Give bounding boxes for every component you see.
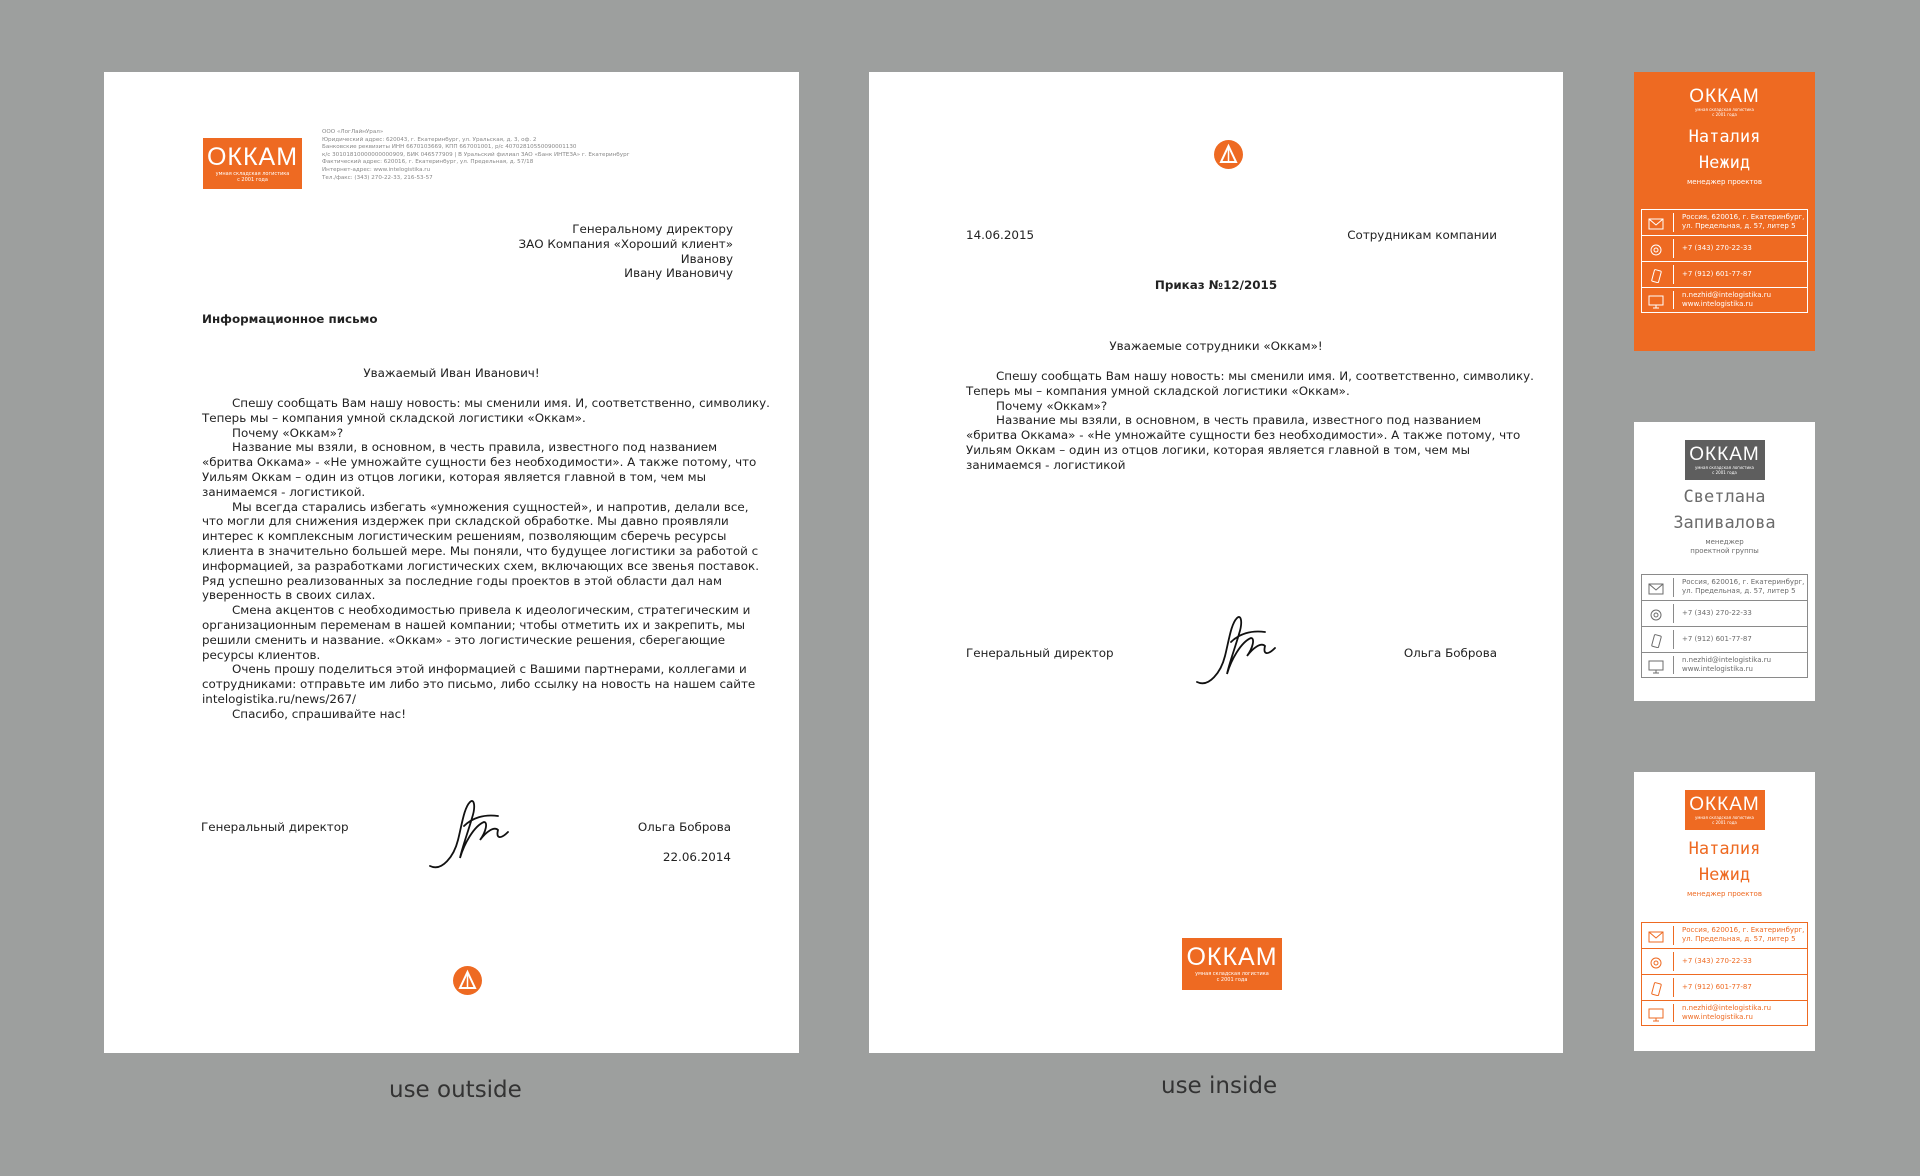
card-logo (1685, 82, 1765, 122)
contact-text (1682, 1004, 1771, 1022)
signer-title: Генеральный директор (966, 646, 1114, 660)
brand-tagline: умная складская логистика (1695, 107, 1754, 112)
body-line: Уильям Оккам – один из отцов логики, которая является главной в том, чем мы (202, 469, 706, 484)
monitor-icon (1648, 659, 1664, 673)
body-line: ресурсы клиентов. (202, 647, 321, 662)
card-contacts-table (1641, 574, 1808, 678)
signature-image (1191, 612, 1301, 692)
monitor-icon (1648, 1007, 1664, 1021)
contact-separator (1673, 952, 1674, 971)
contact-line: +7 (912) 601-77-87 (1682, 983, 1752, 991)
body-line: «бритва Оккама» - «Не умножайте сущности без необходимости». А также потому, что (966, 428, 1521, 443)
mobile-icon (1648, 981, 1664, 995)
letter-greeting: Уважаемый Иван Иванович! (363, 366, 540, 380)
order-date: 14.06.2015 (966, 228, 1035, 242)
card-person-name: Нежид (1698, 153, 1751, 173)
body-line: Ряд успешно реализованных за последние годы проектов в этой области дал нам (202, 573, 722, 588)
body-line: intelogistika.ru/news/267/ (202, 691, 357, 706)
brand-badge-icon (1214, 140, 1243, 169)
recipient-line: Иванову (680, 251, 733, 266)
requisite-line: ООО «ЛогЛайнУрал» (322, 129, 384, 135)
body-line: Мы всегда старались избегать «умножения сущностей», и напротив, делали все, (232, 499, 749, 514)
contact-separator (1673, 656, 1674, 674)
contact-line: Россия, 620016, г. Екатеринбург, (1682, 213, 1805, 221)
body-line: Очень прошу поделиться этой информацией с Вашими партнерами, коллегами и (232, 662, 747, 677)
contact-text (1682, 635, 1752, 644)
card-contact-row (1641, 574, 1808, 600)
contact-line: ул. Предельная, д. 57, литер 5 (1682, 587, 1796, 595)
brand-wordmark: ОККАМ (1689, 444, 1760, 465)
body-line: организационным переменам в нашей компании; чтобы отметить их и закрепить, мы (202, 617, 745, 632)
card-person-name: Светлана (1683, 487, 1766, 507)
order-addressee: Сотрудникам компании (1347, 228, 1497, 242)
brand-logo (1182, 938, 1282, 990)
card-contact-row (1641, 261, 1808, 287)
company-requisites (322, 129, 630, 182)
body-line: Спешу сообщать Вам нашу новость: мы сменили имя. И, соответственно, символику. (996, 369, 1534, 383)
business-card-white-orange (1634, 772, 1815, 1051)
body-line: «бритва Оккама» - «Не умножайте сущности без необходимости». А также потому, что (202, 455, 757, 470)
card-contact-row (1641, 922, 1808, 948)
brand-tagline-year: с 2001 года (1712, 820, 1737, 825)
requisite-line: Фактический адрес: 620016, г. Екатеринбург, ул. Предельная, д. 57/18 (322, 159, 534, 166)
body-line: Спешу сообщать Вам нашу новость: мы сменили имя. И, соответственно, символику. (232, 396, 770, 410)
contact-separator (1673, 630, 1674, 649)
contact-text (1682, 244, 1752, 253)
body-line: Смена акцентов с необходимостью привела к идеологическим, стратегическим и (232, 603, 751, 618)
contact-text (1682, 270, 1752, 279)
contact-line: www.intelogistika.ru (1682, 300, 1753, 308)
requisite-line: Юридический адрес: 620043, г. Екатеринбург, ул. Уральская, д. 3, оф. 2 (322, 136, 537, 143)
contact-text (1682, 926, 1804, 944)
body-line: Теперь мы – компания умной складской логистики «Оккам». (202, 410, 586, 425)
mobile-icon (1648, 268, 1664, 282)
contact-separator (1673, 291, 1674, 309)
letter-date: 22.06.2014 (662, 850, 731, 864)
card-person-role: проектной группы (1690, 547, 1759, 555)
contact-line: www.intelogistika.ru (1682, 665, 1753, 673)
brand-logo (203, 138, 302, 189)
contact-text (1682, 213, 1804, 231)
contact-line: n.nezhid@intelogistika.ru (1682, 291, 1772, 299)
contact-separator (1673, 604, 1674, 623)
letter-body (202, 396, 770, 722)
mobile-icon (1648, 633, 1664, 647)
body-line: Почему «Оккам»? (996, 398, 1108, 413)
contact-text (1682, 983, 1752, 992)
envelope-icon (1648, 581, 1664, 595)
requisite-line: к/с 30101810000000000909, БИК 046577909 | В Уральский филиал ЗАО «Банк ИНТЕЗА» г. Екатеринбург (322, 151, 630, 158)
card-person-name: Наталия (1688, 127, 1761, 147)
requisite-line: Тел./факс: (343) 270-22-33, 216-53-57 (322, 174, 433, 181)
contact-line: n.nezhid@intelogistika.ru (1682, 1004, 1772, 1012)
card-contact-row (1641, 626, 1808, 652)
recipient-line: Генеральному директору (572, 222, 733, 236)
contact-line: www.intelogistika.ru (1682, 1013, 1753, 1021)
recipient-block (518, 222, 733, 281)
phone-icon (1648, 955, 1664, 969)
body-line: уверенность в своих силах. (202, 588, 376, 603)
card-contact-row (1641, 1000, 1808, 1026)
brand-tagline-year: с 2001 года (1216, 977, 1248, 983)
signer-title: Генеральный директор (201, 820, 349, 834)
contact-line: +7 (343) 270-22-33 (1682, 609, 1752, 617)
brand-wordmark: ОККАМ (1689, 794, 1760, 815)
brand-tagline-year: с 2001 года (1712, 470, 1737, 475)
brand-tagline-year: с 2001 года (237, 177, 268, 183)
body-line: Теперь мы – компания умной складской логистики «Оккам». (966, 383, 1350, 398)
card-person-name: Наталия (1688, 839, 1761, 859)
monitor-icon (1648, 294, 1664, 308)
contact-separator (1673, 978, 1674, 997)
brand-tagline: умная складская логистика (1695, 815, 1754, 820)
contact-separator (1673, 239, 1674, 258)
order-title: Приказ №12/2015 (1154, 278, 1278, 292)
card-contact-row (1641, 652, 1808, 678)
body-line: сотрудниками: отправьте им либо это письмо, либо ссылку на новость на нашем сайте (202, 677, 756, 692)
card-contact-row (1641, 948, 1808, 974)
brand-tagline-year: с 2001 года (1712, 112, 1737, 117)
contact-line: +7 (912) 601-77-87 (1682, 270, 1752, 278)
order-body (966, 369, 1534, 473)
card-person-name: Запивалова (1673, 513, 1776, 533)
envelope-icon (1648, 929, 1664, 943)
brand-tagline: умная складская логистика (1195, 971, 1269, 977)
card-logo (1685, 440, 1765, 480)
body-line: Уильям Оккам – один из отцов логики, которая является главной в том, чем мы (966, 442, 1470, 457)
contact-line: Россия, 620016, г. Екатеринбург, (1682, 926, 1805, 934)
card-contact-row (1641, 974, 1808, 1000)
body-line: занимаемся - логистикой. (202, 484, 366, 499)
brand-wordmark: ОККАМ (1689, 86, 1760, 107)
order-greeting: Уважаемые сотрудники «Оккам»! (1109, 339, 1323, 353)
contact-text (1682, 291, 1771, 309)
contact-separator (1673, 578, 1674, 597)
contact-line: ул. Предельная, д. 57, литер 5 (1682, 222, 1796, 230)
business-card-white-gray (1634, 422, 1815, 701)
body-line: решили сменить и название. «Оккам» - это логистические решения, сберегающие (202, 632, 726, 647)
body-line: информацией, за разработками логистических схем, включающих все звенья поставок. (202, 558, 760, 573)
contact-text (1682, 957, 1752, 966)
caption-inside: use inside (1161, 1073, 1278, 1099)
contact-text (1682, 609, 1752, 618)
brand-tagline: умная складская логистика (215, 171, 290, 177)
contact-line: +7 (912) 601-77-87 (1682, 635, 1752, 643)
brand-tagline: умная складская логистика (1695, 465, 1754, 470)
body-line: Почему «Оккам»? (232, 425, 344, 440)
requisite-line: Интернет-адрес: www.intelogistika.ru (322, 166, 431, 173)
letter-outside (104, 72, 799, 1053)
card-contact-row (1641, 209, 1808, 235)
signer-name: Ольга Боброва (1403, 646, 1497, 660)
caption-outside: use outside (389, 1077, 522, 1103)
card-contact-row (1641, 600, 1808, 626)
card-logo (1685, 790, 1765, 830)
body-line: Название мы взяли, в основном, в честь правила, известного под названием (996, 413, 1482, 428)
contact-line: n.nezhid@intelogistika.ru (1682, 656, 1772, 664)
contact-separator (1673, 1004, 1674, 1022)
phone-icon (1648, 242, 1664, 256)
contact-line: ул. Предельная, д. 57, литер 5 (1682, 935, 1796, 943)
signature-image (424, 796, 534, 876)
brand-badge-icon (453, 966, 482, 995)
card-contact-row (1641, 287, 1808, 313)
brand-wordmark: ОККАМ (1186, 943, 1278, 971)
phone-icon (1648, 607, 1664, 621)
contact-text (1682, 578, 1804, 596)
card-person-role: менеджер (1705, 538, 1744, 546)
body-line: интерес к комплексным логистическим решениям, позволяющим сберечь ресурсы (202, 529, 727, 544)
contact-separator (1673, 213, 1674, 232)
letter-inside (869, 72, 1563, 1053)
contact-separator (1673, 265, 1674, 284)
business-card-orange (1634, 72, 1815, 351)
contact-text (1682, 656, 1771, 674)
body-line: Спасибо, спрашивайте нас! (232, 706, 406, 721)
contact-line: Россия, 620016, г. Екатеринбург, (1682, 578, 1805, 586)
card-person-role: менеджер проектов (1687, 178, 1762, 186)
requisite-line: Банковские реквизиты ИНН 6670103669, КПП 667001001, р/с 40702810550090001130 (322, 144, 577, 151)
body-line: Название мы взяли, в основном, в честь правила, известного под названием (232, 440, 718, 455)
card-contact-row (1641, 235, 1808, 261)
body-line: что могли для снижения издержек при складской обработке. Мы давно проявляли (202, 514, 729, 529)
contact-separator (1673, 926, 1674, 945)
recipient-line: ЗАО Компания «Хороший клиент» (518, 236, 733, 251)
card-contacts-table (1641, 209, 1808, 313)
contact-line: +7 (343) 270-22-33 (1682, 957, 1752, 965)
brand-wordmark: ОККАМ (206, 143, 299, 171)
letter-title: Информационное письмо (202, 312, 378, 326)
card-person-name: Нежид (1698, 865, 1751, 885)
contact-line: +7 (343) 270-22-33 (1682, 244, 1752, 252)
body-line: занимаемся - логистикой (966, 457, 1126, 472)
card-person-role: менеджер проектов (1687, 890, 1762, 898)
body-line: клиента в значительно большей мере. Мы поняли, что будущее логистики за работой с (202, 543, 759, 558)
envelope-icon (1648, 216, 1664, 230)
signer-name: Ольга Боброва (637, 820, 731, 834)
recipient-line: Ивану Ивановичу (624, 266, 733, 281)
card-contacts-table (1641, 922, 1808, 1026)
